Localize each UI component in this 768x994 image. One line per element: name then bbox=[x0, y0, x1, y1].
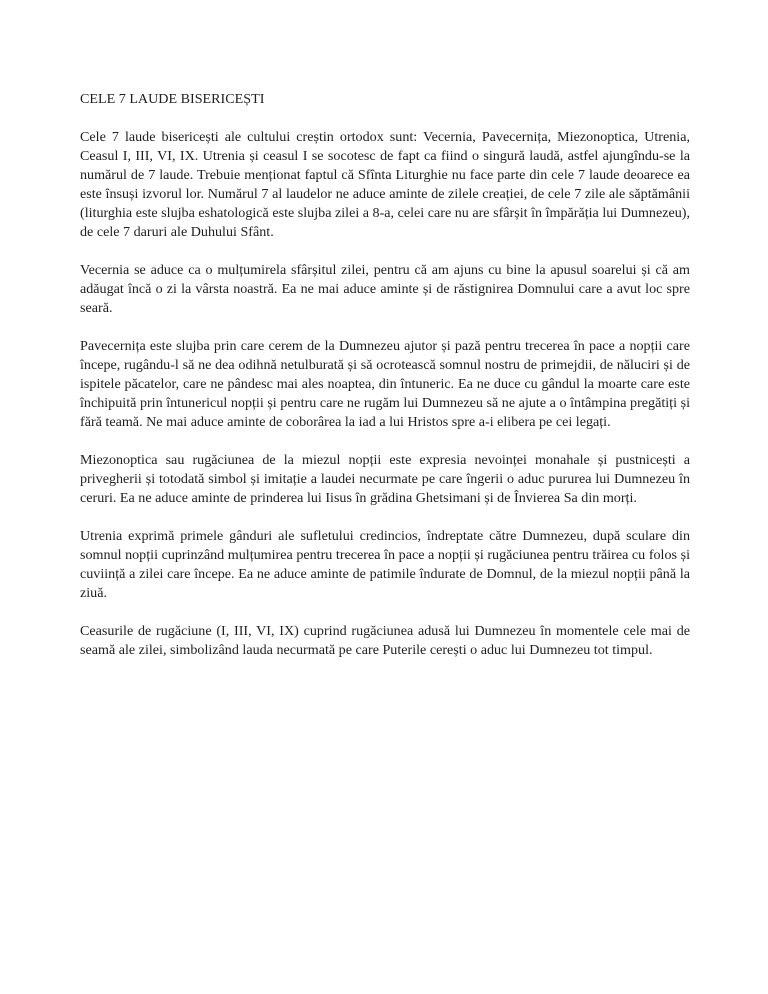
paragraph-utrenia: Utrenia exprimă primele gânduri ale sufletului credincios, îndreptate către Dumnezeu, după sculare din somnul nopții cuprinzând mulțumirea pentru trecerea în pace a nopții și rugăciunea pentru trăirea cu folos și cuviință a zilei care începe. Ea ne aduce aminte de patimile îndurate de Domnul, de la miezul nopții până la ziuă. bbox=[80, 528, 690, 601]
paragraph-vecernia: Vecernia se aduce ca o mulțumirela sfârșitul zilei, pentru că am ajuns cu bine la apusul soarelui și că am adăugat încă o zi la vârsta noastră. Ea ne mai aduce aminte și de răstignirea Domnului care a avut loc spre seară. bbox=[80, 262, 690, 316]
paragraph-intro: Cele 7 laude bisericești ale cultului creștin ortodox sunt: Vecernia, Pavecernița, Miezonoptica, Utrenia, Ceasul I, III, VI, IX. Utrenia și ceasul I se socotesc de fapt ca fiind o singură laudă, astfel ajungîndu-se la numărul de 7 laude. Trebuie menționat faptul că Sfînta Liturghie nu face parte din cele 7 laude deoarece ea este însuși izvorul lor. Numărul 7 al laudelor ne aduce aminte de zilele creației, de cele 7 zile ale săptămânii (liturghia este slujba eshatologică este slujba zilei a 8-a, celei care nu are sfârșit în împărăția lui Dumnezeu), de cele 7 daruri ale Duhului Sfânt. bbox=[80, 129, 690, 240]
document-title: CELE 7 LAUDE BISERICEȘTI bbox=[80, 91, 265, 107]
paragraph-miezonoptica: Miezonoptica sau rugăciunea de la miezul nopții este expresia nevoinței monahale și pustnicești a privegherii și totodată simbol și imitație a laudei necurmate pe care îngerii o aduc pururea lui Dumnezeu în ceruri. Ea ne aduce aminte de prinderea lui Iisus în grădina Ghetsimani și de Învierea Sa din morți. bbox=[80, 452, 690, 506]
paragraph-ceasurile: Ceasurile de rugăciune (I, III, VI, IX) cuprind rugăciunea adusă lui Dumnezeu în momentele cele mai de seamă ale zilei, simbolizând lauda necurmată pe care Puterile cerești o aduc lui Dumnezeu tot timpul. bbox=[80, 623, 690, 658]
paragraph-pavecernita: Pavecernița este slujba prin care cerem de la Dumnezeu ajutor și pază pentru trecerea în pace a nopții care începe, rugându-l să ne dea odihnă netulburată și să ocrotească somnul nostru de primejdii, de năluciri și de ispitele păcatelor, care ne pândesc mai ales noaptea, din întuneric. Ea ne duce cu gândul la moarte care este închipuită prin întunericul nopții și pentru care ne rugăm lui Dumnezeu să ne ajute a o întâmpina pregătiți și fără teamă. Ne mai aduce aminte de coborârea la iad a lui Hristos spre a-i elibera pe cei legați. bbox=[80, 338, 690, 430]
